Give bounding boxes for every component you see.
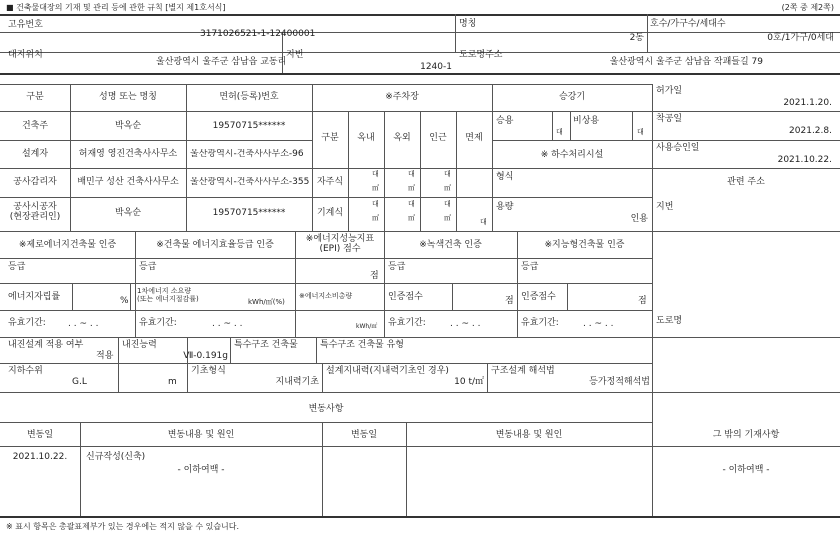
unit-area: ㎡: [444, 214, 451, 222]
consumption-unit: kWh/㎡: [356, 323, 378, 330]
form-title: ■ 건축물대장의 기재 및 관리 등에 관한 규칙 [별지 제1호서식]: [6, 3, 226, 12]
elevator-passenger: 승용: [496, 116, 514, 126]
parking-col-near: 인근: [429, 133, 447, 143]
label-unique-number: 고유번호: [8, 20, 43, 30]
consumption-label: ※에너지소비총량: [299, 292, 353, 300]
special-structure-label: 특수구조 건축물: [234, 340, 298, 350]
quake-design-value: 적용: [96, 351, 114, 361]
self-sufficiency-label: 에너지자립률: [8, 292, 61, 302]
person-license: 울산광역시-건축사사무소-96: [190, 149, 304, 159]
foundation-label: 기초형식: [191, 366, 226, 376]
bearing-capacity-value: 10 t/㎡: [454, 377, 484, 387]
unit-area: ㎡: [408, 184, 415, 192]
person-kind: 건축주: [21, 121, 49, 131]
valid-period-dots: . . ~ . .: [450, 319, 481, 329]
related-address-title: 관련 주소: [727, 177, 765, 187]
parking-col-outdoor: 옥외: [393, 133, 411, 143]
person-license: 울산광역시-건축사사무소-355: [190, 177, 310, 187]
elevator-unit: 대: [637, 128, 644, 136]
unit-count: 대: [444, 170, 451, 178]
groundwater-label: 지하수위: [8, 366, 43, 376]
analysis-method-value: 등가정적해석법: [589, 377, 650, 387]
building-name-value: 2동: [629, 33, 644, 43]
unique-number-value: 3171026521-1-12400001: [200, 29, 316, 39]
percent-unit: %: [120, 296, 129, 306]
person-name: 박옥순: [114, 121, 142, 131]
score-unit: 점: [505, 296, 514, 306]
person-kind: 설계자: [21, 149, 49, 159]
person-name: 박옥순: [114, 208, 142, 218]
units-value: 0호/1가구/0세대: [767, 33, 834, 43]
score-unit: 점: [638, 296, 647, 306]
elevator-emergency: 비상용: [573, 116, 600, 126]
epi-score-header: ※에너지성능지표 (EPI) 점수: [305, 234, 375, 254]
col-change-date: 변동일: [26, 430, 54, 440]
bearing-capacity-label: 설계지내력(지내력기초인 경우): [326, 366, 449, 376]
cert-score-label: 인증점수: [388, 292, 423, 302]
valid-period-label: 유효기간:: [139, 318, 177, 328]
special-structure-type-label: 특수구조 건축물 유형: [320, 340, 404, 350]
efficiency-grade-header: ※건축물 에너지효율등급 인증: [156, 240, 274, 250]
col-kind: 구분: [26, 92, 44, 102]
person-name: 허재영 영진건축사사무소: [78, 149, 178, 159]
green-building-header: ※녹색건축 인증: [419, 240, 482, 250]
label-approval-date: 사용승인일: [656, 143, 700, 153]
site-location-value: 울산광역시 울주군 삼남읍 교동리: [156, 57, 287, 67]
lot-number-value: 1240-1: [420, 62, 452, 72]
valid-period-dots: . . ~ . .: [583, 319, 614, 329]
parking-title: ※주차장: [385, 92, 419, 102]
groundwater-unit: m: [168, 377, 177, 387]
parking-col-exempt: 면제: [465, 133, 483, 143]
grade-label: 등급: [388, 262, 406, 272]
quake-capacity-label: 내진능력: [122, 340, 157, 350]
road-address-value: 울산광역시 울주군 삼남읍 작괘들길 79: [609, 57, 763, 67]
col-license: 면허(등록)번호: [219, 92, 279, 102]
unit-area: ㎡: [372, 184, 379, 192]
sewage-capacity-label: 용량: [496, 202, 514, 212]
valid-period-dots: . . ~ . .: [68, 319, 99, 329]
valid-period-label: 유효기간:: [388, 318, 426, 328]
unit-count: 대: [480, 218, 487, 226]
valid-period-label: 유효기간:: [8, 318, 46, 328]
parking-col-indoor: 옥내: [357, 133, 375, 143]
unit-area: ㎡: [408, 214, 415, 222]
col-other-notes: 그 밖의 기재사항: [712, 430, 780, 440]
related-lot-label: 지번: [656, 202, 674, 212]
col-change-date: 변동일: [350, 430, 378, 440]
blank-note: - 이하여백 -: [177, 465, 225, 475]
col-name: 성명 또는 명칭: [99, 92, 157, 102]
valid-period-dots: . . ~ . .: [212, 319, 243, 329]
valid-period-label: 유효기간:: [521, 318, 559, 328]
label-start-date: 착공일: [656, 114, 683, 124]
primary-energy-label: 1차에너지 소요량 (또는 에너지절감률): [137, 287, 199, 303]
person-license: 19570715******: [212, 208, 286, 218]
quake-design-label: 내진설계 적용 여부: [8, 340, 84, 350]
blank-note: - 이하여백 -: [722, 465, 770, 475]
label-permit-date: 허가일: [656, 86, 683, 96]
unit-count: 대: [408, 170, 415, 178]
quake-capacity-value: Ⅶ-0.191g: [183, 351, 228, 361]
kwh-unit: kWh/㎡(%): [248, 298, 285, 306]
grade-label: 등급: [521, 262, 539, 272]
footer-note: ※ 표시 항목은 총괄표제부가 있는 경우에는 적지 않을 수 있습니다.: [6, 522, 240, 531]
unit-count: 대: [444, 200, 451, 208]
groundwater-prefix: G.L: [72, 377, 87, 387]
sewage-capacity-unit: 인용: [630, 214, 648, 224]
grade-label: 등급: [8, 262, 26, 272]
parking-col-kind: 구분: [321, 133, 339, 143]
smart-building-header: ※지능형건축물 인증: [544, 240, 625, 250]
cert-score-label: 인증점수: [521, 292, 556, 302]
analysis-method-label: 구조설계 해석법: [491, 366, 555, 376]
label-site-location: 대지위치: [8, 50, 43, 60]
label-units: 호수/가구수/세대수: [650, 19, 726, 29]
person-kind: 공사감리자: [13, 177, 57, 187]
parking-row-mech: 기계식: [316, 208, 344, 218]
label-building-name: 명칭: [459, 19, 477, 29]
zero-energy-cert-header: ※제로에너지건축물 인증: [18, 240, 117, 250]
unit-area: ㎡: [444, 184, 451, 192]
elevator-unit: 대: [556, 128, 563, 136]
person-kind: 공사시공자 (현장관리인): [9, 202, 61, 222]
score-unit: 점: [370, 271, 379, 281]
col-change-content: 변동내용 및 원인: [495, 430, 563, 440]
change-content: 신규작성(신축): [86, 452, 146, 462]
label-road-address: 도로명주소: [459, 50, 503, 60]
start-date-value: 2021.2.8.: [789, 126, 832, 136]
foundation-value: 지내력기초: [275, 377, 319, 387]
page-number: (2쪽 중 제2쪽): [781, 3, 834, 12]
label-lot-number: 지번: [286, 50, 304, 60]
elevator-title: 승강기: [558, 92, 586, 102]
unit-count: 대: [372, 200, 379, 208]
person-name: 배민구 성산 건축사사무소: [77, 177, 179, 187]
approval-date-value: 2021.10.22.: [777, 155, 832, 165]
unit-area: ㎡: [372, 214, 379, 222]
related-road-label: 도로명: [656, 316, 683, 326]
permit-date-value: 2021.1.20.: [783, 98, 832, 108]
grade-label: 등급: [139, 262, 157, 272]
change-date: 2021.10.22.: [12, 452, 68, 462]
sewage-type-label: 형식: [496, 172, 514, 182]
sewage-title: ※ 하수처리시설: [540, 150, 604, 160]
unit-count: 대: [408, 200, 415, 208]
person-license: 19570715******: [212, 121, 286, 131]
unit-count: 대: [372, 170, 379, 178]
changes-title: 변동사항: [308, 404, 344, 414]
col-change-content: 변동내용 및 원인: [167, 430, 235, 440]
parking-row-self: 자주식: [316, 177, 344, 187]
